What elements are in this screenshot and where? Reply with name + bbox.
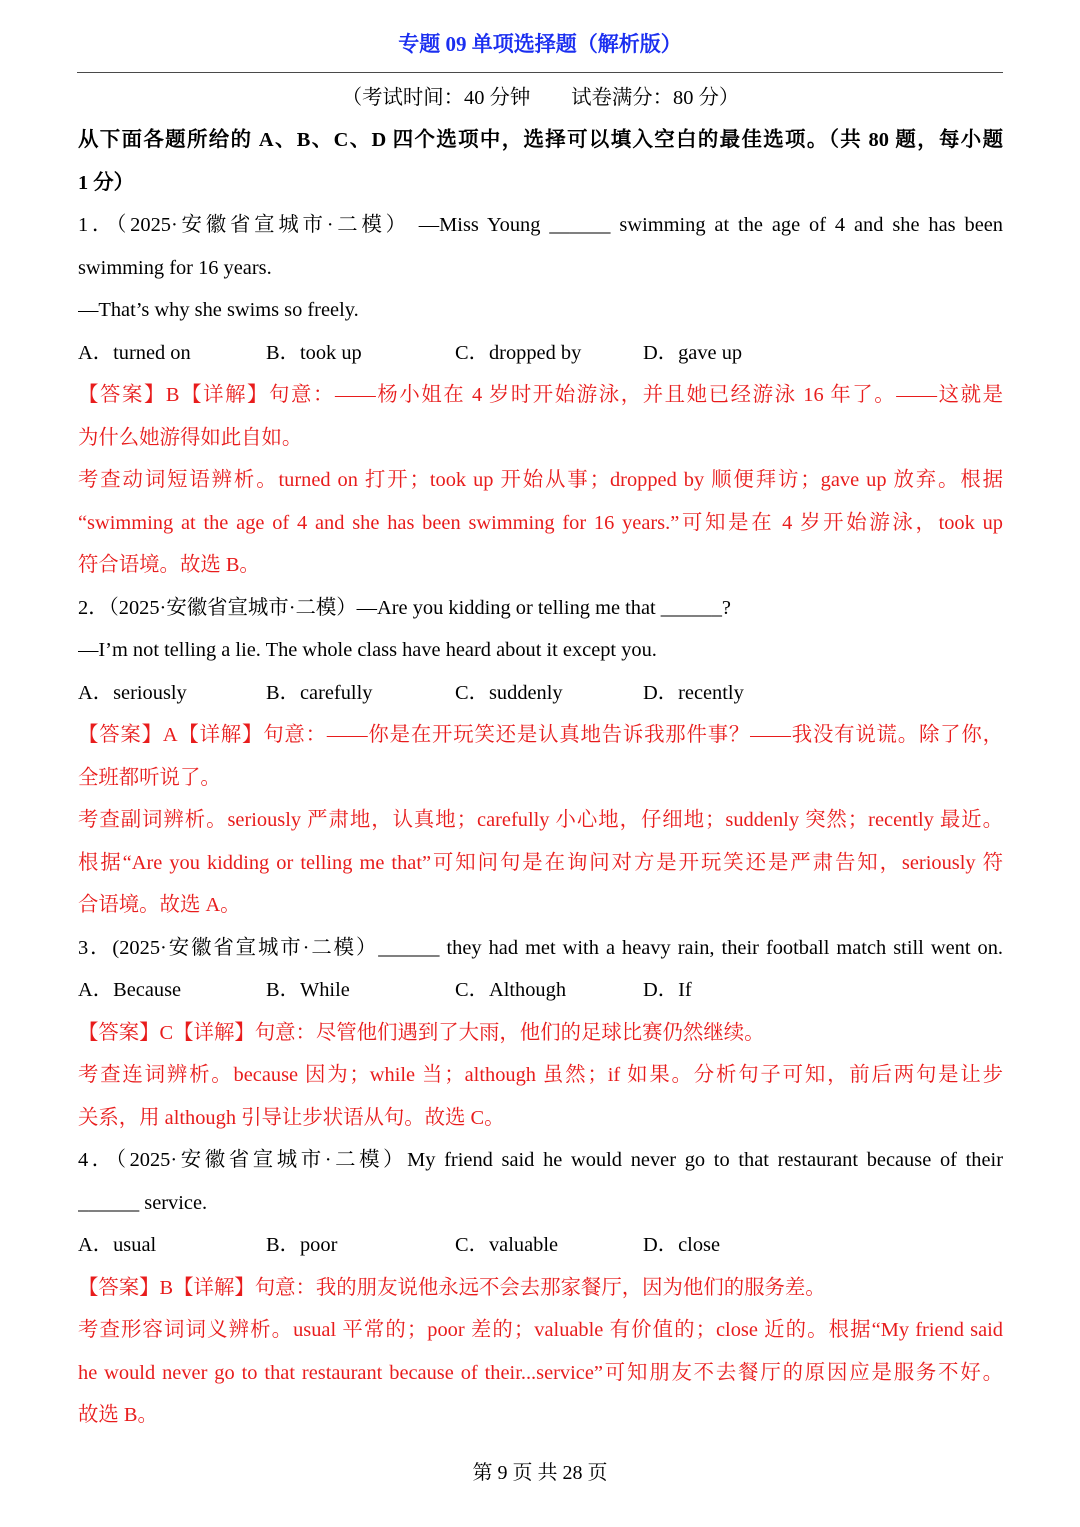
option-c: C．suddenly: [455, 681, 563, 704]
option-c: C．Although: [455, 979, 567, 1002]
option-b: B．poor: [266, 1234, 338, 1257]
question-3: [78, 927, 1003, 1140]
document-body: [78, 77, 1003, 1437]
question-stem-line: 4．（2025·安徽省宣城市·二模）My friend said he would never go to that restaurant because of their: [78, 1149, 1003, 1172]
page-title: 专题 09 单项选择题（解析版）: [398, 32, 682, 56]
option-a: A．turned on: [78, 341, 191, 364]
option-d: D．close: [643, 1234, 721, 1257]
answer-line: 【答案】A【详解】句意：——你是在开玩笑还是认真地告诉我那件事？——我没有说谎。除了你，: [78, 724, 1003, 747]
analysis-line: 关系，用 although 引导让步状语从句。故选 C。: [78, 1106, 505, 1129]
question-stem-line: 1．（2025·安徽省宣城市·二模） —Miss Young ______ swimming at the age of 4 and she has been: [78, 214, 1003, 237]
answer-line: 【答案】B【详解】句意：——杨小姐在 4 岁时开始游泳，并且她已经游泳 16 年了。——这就是: [78, 384, 1003, 407]
analysis-line: “swimming at the age of 4 and she has been swimming for 16 years.”可知是在 4 岁开始游泳，took up: [78, 511, 1003, 534]
question-stem-line: 2．（2025·安徽省宣城市·二模）—Are you kidding or telling me that ______?: [78, 596, 731, 619]
option-c: C．valuable: [455, 1234, 559, 1257]
options-row: [78, 332, 1003, 375]
answer-line: 为什么她游得如此自如。: [78, 426, 303, 449]
options-row: [78, 969, 1003, 1012]
analysis-line: 考查动词短语辨析。turned on 打开；took up 开始从事；dropped by 顺便拜访；gave up 放弃。根据: [78, 469, 1003, 492]
option-a: A．seriously: [78, 681, 187, 704]
options-row: [78, 1224, 1003, 1267]
exam-info: （考试时间：40 分钟 试卷满分：80 分）: [341, 86, 740, 109]
analysis-line: 符合语境。故选 B。: [78, 554, 260, 577]
question-4: [78, 1139, 1003, 1437]
instruction-line: 1 分）: [78, 171, 135, 194]
options-row: [78, 672, 1003, 715]
answer-line: 全班都听说了。: [78, 766, 221, 789]
analysis-line: 考查连词辨析。because 因为；while 当；although 虽然；if 如果。分析句子可知，前后两句是让步: [78, 1064, 1003, 1087]
question-stem-line: ______ service.: [78, 1191, 208, 1214]
analysis-line: 考查副词辨析。seriously 严肃地，认真地；carefully 小心地，仔细地；suddenly 突然；recently 最近。: [78, 809, 1003, 832]
option-b: B．carefully: [266, 681, 373, 704]
option-d: D．recently: [643, 681, 744, 704]
question-1: [78, 204, 1003, 587]
option-d: D．If: [643, 979, 692, 1002]
header-divider: [77, 72, 1003, 73]
answer-line: 【答案】B【详解】句意：我的朋友说他永远不会去那家餐厅，因为他们的服务差。: [78, 1276, 826, 1299]
answer-line: 【答案】C【详解】句意：尽管他们遇到了大雨，他们的足球比赛仍然继续。: [78, 1021, 765, 1044]
option-c: C．dropped by: [455, 341, 582, 364]
page-number: 第 9 页 共 28 页: [472, 1462, 608, 1484]
option-a: A．usual: [78, 1234, 157, 1257]
option-a: A．Because: [78, 979, 182, 1002]
instruction-line: 从下面各题所给的 A、B、C、D 四个选项中，选择可以填入空白的最佳选项。（共 80 题，每小题: [78, 129, 1003, 152]
question-2: [78, 587, 1003, 927]
question-stem-line: 3．(2025·安徽省宣城市·二模）______ they had met with a heavy rain, their football match still went on.: [78, 936, 1003, 959]
analysis-line: he would never go to that restaurant because of their...service”可知朋友不去餐厅的原因应是服务不好。: [78, 1361, 1003, 1384]
analysis-line: 合语境。故选 A。: [78, 894, 241, 917]
analysis-line: 故选 B。: [78, 1404, 158, 1427]
option-b: B．took up: [266, 341, 362, 364]
analysis-line: 考查形容词词义辨析。usual 平常的；poor 差的；valuable 有价值的；close 近的。根据“My friend said: [78, 1319, 1003, 1342]
question-stem-line: —I’m not telling a lie. The whole class have heard about it except you.: [78, 639, 657, 662]
question-stem-line: —That’s why she swims so freely.: [78, 299, 359, 322]
option-d: D．gave up: [643, 341, 743, 364]
option-b: B．While: [266, 979, 350, 1002]
analysis-line: 根据“Are you kidding or telling me that”可知问句是在询问对方是开玩笑还是严肃告知，seriously 符: [78, 851, 1003, 874]
question-stem-line: swimming for 16 years.: [78, 256, 272, 279]
